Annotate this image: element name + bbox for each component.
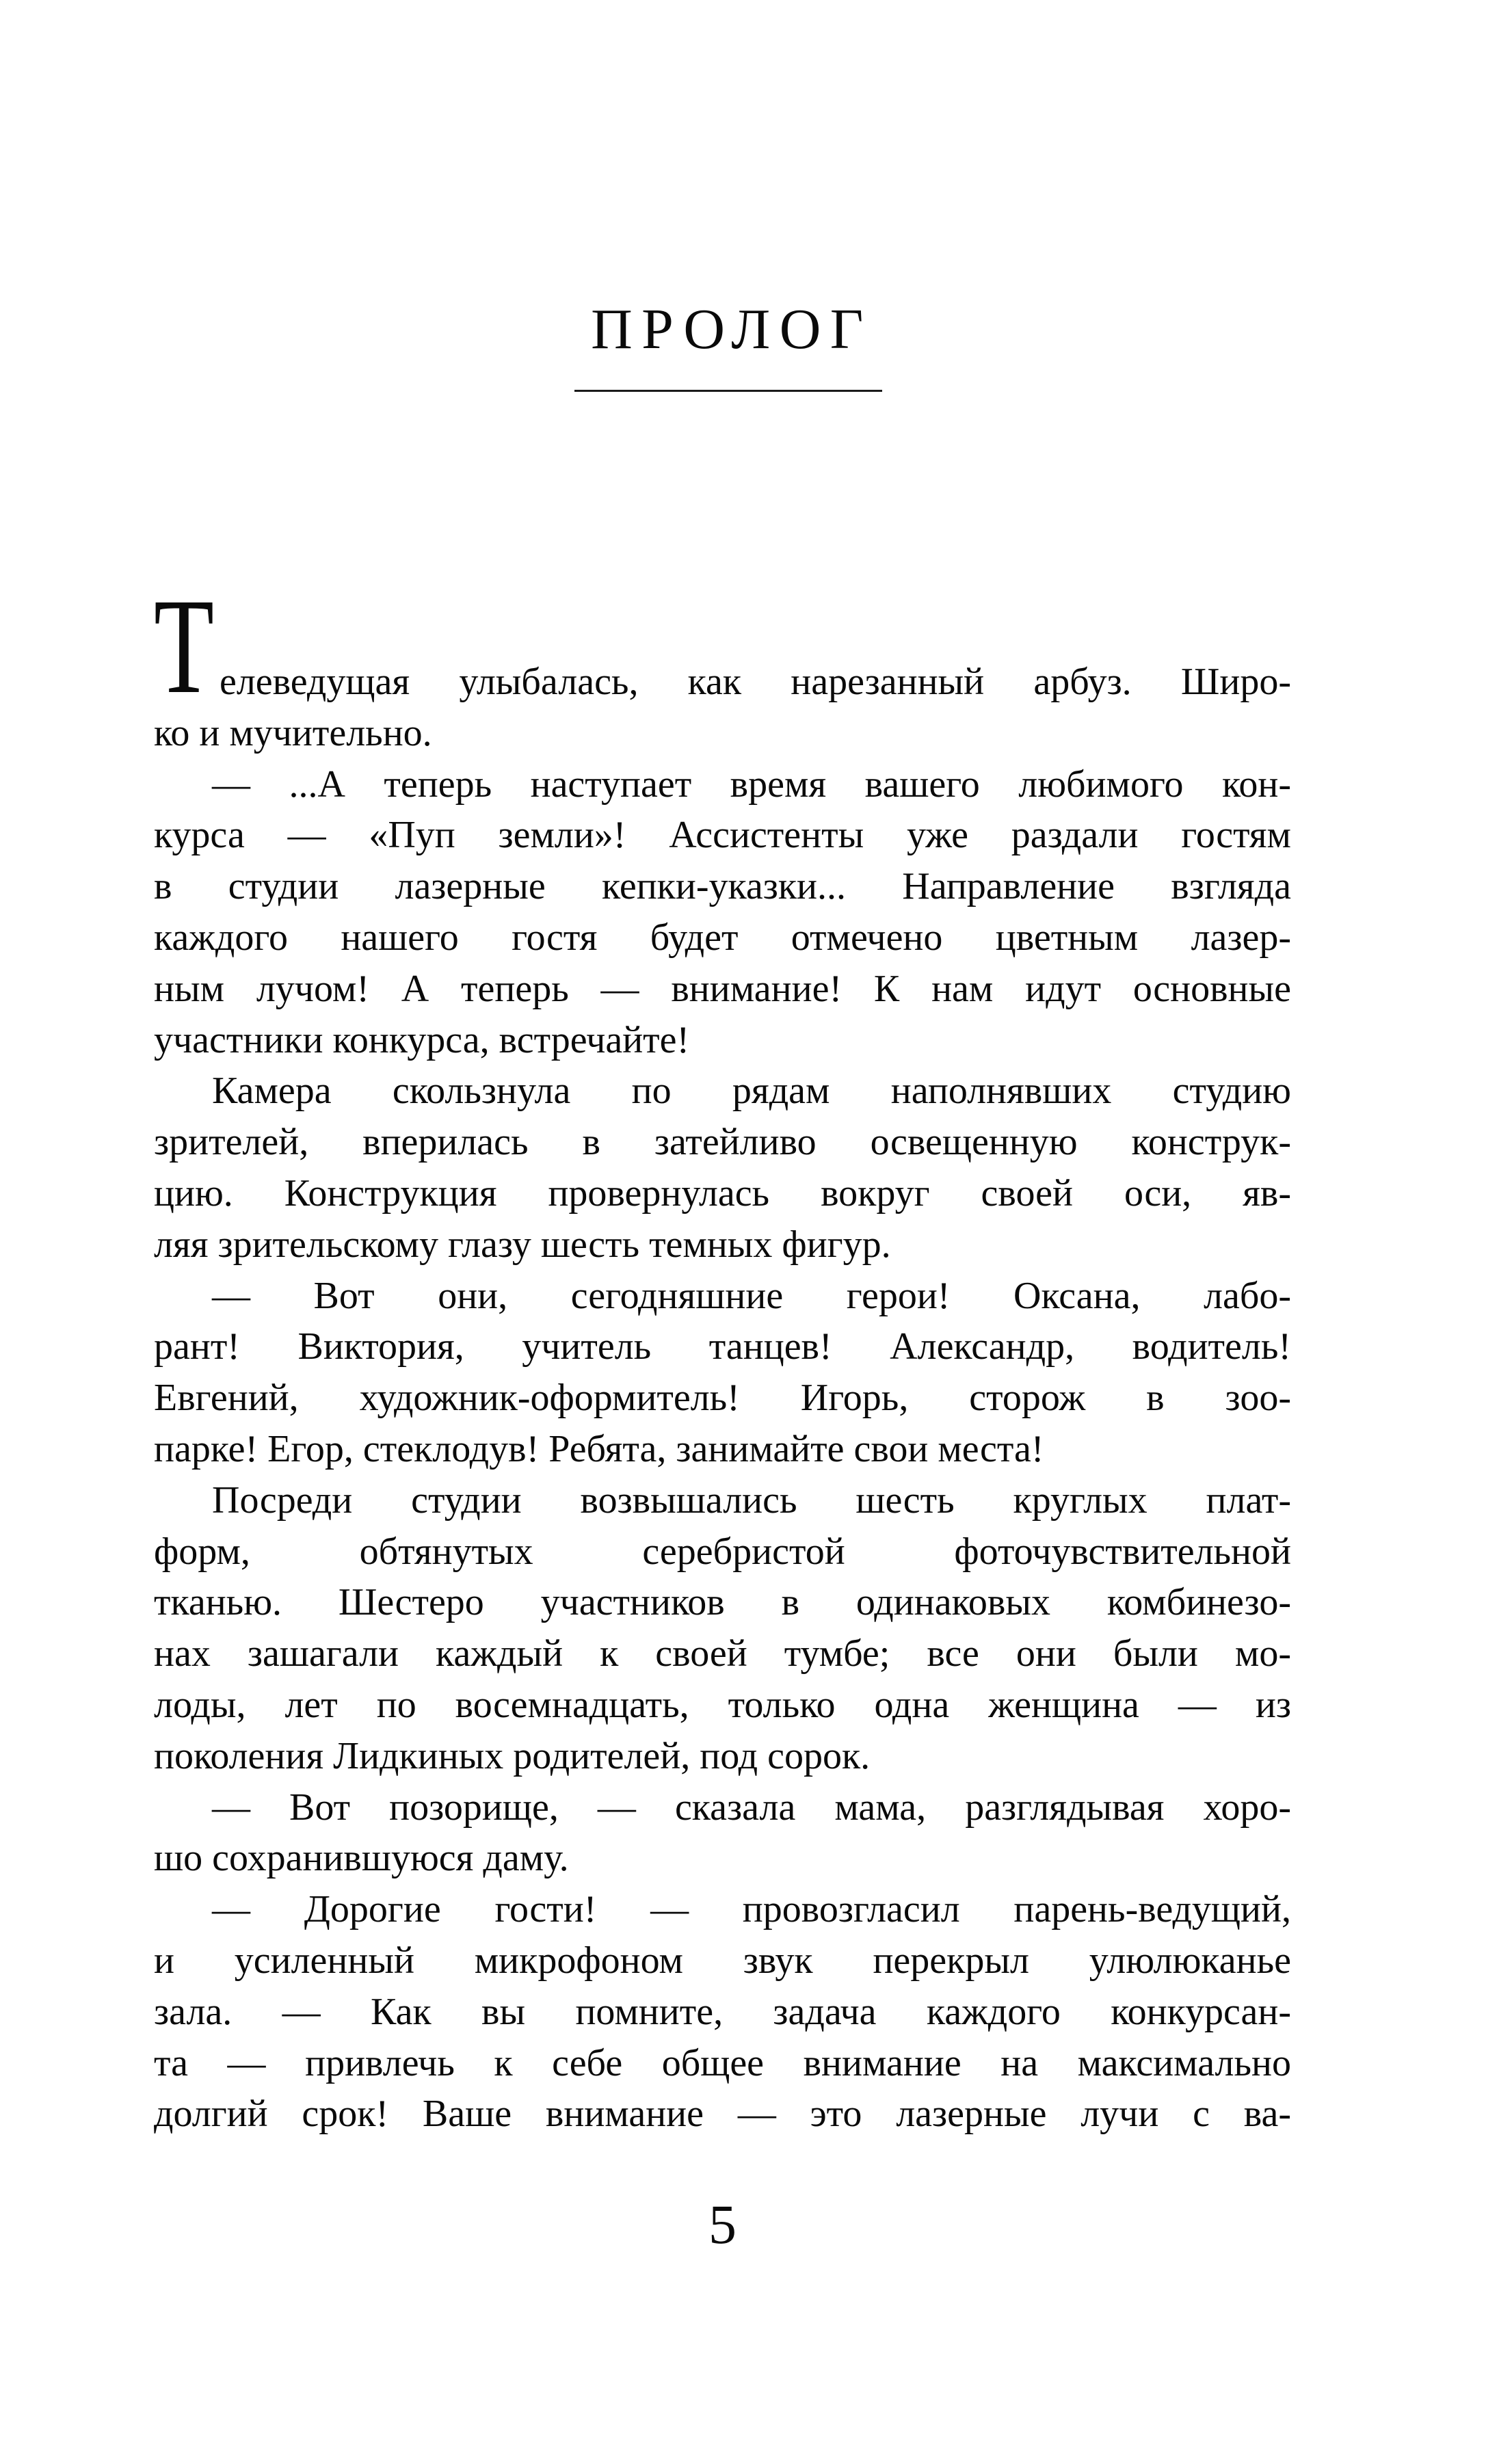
text-line: — Дорогие гости! — провозгласил парень-ведущий, xyxy=(212,1888,1291,1931)
text-line: Камера скользнула по рядам наполнявших студию xyxy=(212,1070,1291,1113)
text-line: Евгений, художник-оформитель! Игорь, сторож в зоо- xyxy=(154,1377,1291,1420)
text-line: цию. Конструкция провернулась вокруг своей оси, яв- xyxy=(154,1171,1291,1215)
text-line: ко и мучительно. xyxy=(154,711,432,754)
text-line: в студии лазерные кепки-указки... Направление взгляда xyxy=(154,865,1291,908)
text-line: долгий срок! Ваше внимание — это лазерные лучи с ва- xyxy=(154,2093,1291,2136)
text-line: шо сохранившуюся даму. xyxy=(154,1837,569,1880)
text-line: участники конкурса, встречайте! xyxy=(154,1018,690,1061)
text-line: ляя зрительскому глазу шесть темных фигур. xyxy=(154,1223,891,1266)
text-line: — Вот они, сегодняшние герои! Оксана, лабо- xyxy=(212,1274,1291,1317)
text-line: нах зашагали каждый к своей тумбе; все они были мо- xyxy=(154,1632,1291,1675)
text-line: форм, обтянутых серебристой фоточувствительной xyxy=(154,1530,1291,1573)
text-line: и усиленный микрофоном звук перекрыл улюлюканье xyxy=(154,1939,1291,1982)
text-line: — Вот позорище, — сказала мама, разглядывая хоро- xyxy=(212,1786,1291,1829)
text-line: курса — «Пуп земли»! Ассистенты уже раздали гостям xyxy=(154,814,1291,857)
heading-rule xyxy=(574,390,882,392)
text-line: рант! Виктория, учитель танцев! Александр, водитель! xyxy=(154,1325,1291,1368)
drop-cap: Т xyxy=(154,571,214,722)
text-line: лоды, лет по восемнадцать, только одна женщина — из xyxy=(154,1683,1291,1726)
text-line: тканью. Шестеро участников в одинаковых комбинезо- xyxy=(154,1581,1291,1624)
text-line: та — привлечь к себе общее внимание на максимально xyxy=(154,2041,1291,2084)
page-title: ПРОЛОГ xyxy=(591,297,873,361)
page-number: 5 xyxy=(708,2193,737,2255)
text-line: поколения Лидкиных родителей, под сорок. xyxy=(154,1734,871,1777)
text-line: парке! Егор, стеклодув! Ребята, занимайте свои места! xyxy=(154,1427,1044,1470)
text-line: каждого нашего гостя будет отмечено цветным лазер- xyxy=(154,916,1291,959)
body-text xyxy=(154,571,1291,2140)
text-line: Посреди студии возвышались шесть круглых плат- xyxy=(212,1478,1291,1522)
text-line: зала. — Как вы помните, задача каждого конкурсан- xyxy=(154,1990,1291,2033)
text-line: зрителей, вперилась в затейливо освещенную конструк- xyxy=(154,1121,1291,1164)
text-line: ным лучом! А теперь — внимание! К нам идут основные xyxy=(154,967,1291,1010)
text-line: — ...А теперь наступает время вашего любимого кон- xyxy=(212,762,1291,806)
text-line: елеведущая улыбалась, как нарезанный арбуз. Широ- xyxy=(220,661,1291,703)
